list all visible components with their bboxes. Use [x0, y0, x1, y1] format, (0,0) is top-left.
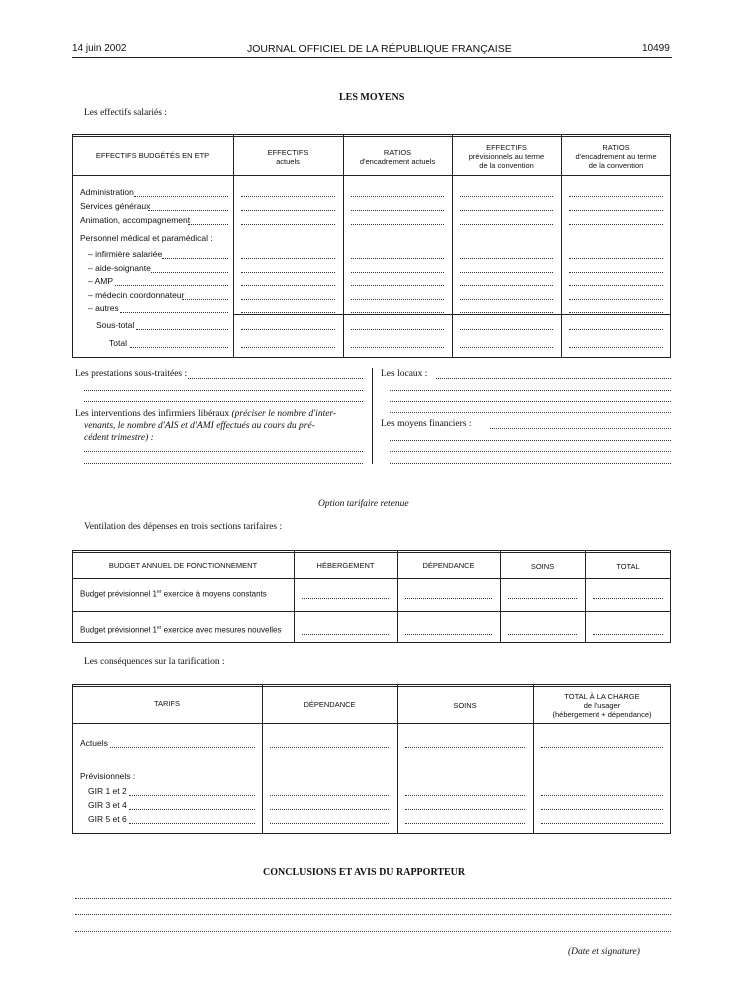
row-label-personnel: Personnel médical et paramédical : [80, 233, 213, 243]
col-header-dependance: DÉPENDANCE [422, 561, 475, 570]
dot-leader [129, 795, 255, 796]
blank-entry-line [405, 634, 492, 635]
blank-entry-line [460, 224, 553, 225]
blank-entry-line [241, 329, 335, 330]
dot-leader [130, 347, 228, 348]
financiers-line [490, 428, 671, 429]
blank-entry-line [405, 598, 492, 599]
dot-leader [188, 224, 228, 225]
blank-entry-line [569, 312, 663, 313]
blank-entry-line [569, 285, 663, 286]
row-label-gir-1-2: GIR 1 et 2 [88, 786, 127, 796]
dot-leader [129, 809, 255, 810]
effectifs-table-header-rule [72, 175, 671, 176]
col-header-ratios-actuels: RATIOS d'encadrement actuels [359, 148, 436, 166]
col-divider [343, 134, 344, 358]
blank-entry-line [351, 285, 444, 286]
col-header-ratios-convention: RATIOS d'encadrement au terme de la convention [575, 143, 657, 170]
blank-entry-line [569, 196, 663, 197]
dot-leader [151, 272, 228, 273]
col-header-effectifs-previsionnels: EFFECTIFS prévisionnels au terme de la convention [468, 143, 545, 170]
col-header-total: TOTAL [616, 562, 640, 571]
blank-entry-line [569, 299, 663, 300]
blank-entry-line [241, 224, 335, 225]
blank-entry-line [351, 272, 444, 273]
blank-entry-line [508, 598, 577, 599]
blank-entry-line [351, 258, 444, 259]
dot-leader [129, 823, 255, 824]
blank-entry-line [541, 747, 663, 748]
locaux-line [390, 412, 671, 413]
blank-entry-line [351, 329, 444, 330]
row-label-moyens-constants: Budget prévisionnel 1er exercice à moyens constants [80, 589, 267, 599]
blank-entry-line [460, 312, 553, 313]
blank-entry-line [460, 196, 553, 197]
blank-entry-line [569, 347, 663, 348]
blank-entry-line [460, 299, 553, 300]
blank-entry-line [270, 823, 389, 824]
blank-entry-line [508, 634, 577, 635]
date-signature: (Date et signature) [568, 947, 640, 957]
financiers-line [390, 463, 671, 464]
dot-leader [120, 312, 228, 313]
journal-title: JOURNAL OFFICIEL DE LA RÉPUBLIQUE FRANÇAISE [247, 43, 512, 55]
blank-entry-line [405, 823, 525, 824]
locaux-line [390, 401, 671, 402]
ventilation-header-rule [72, 578, 671, 579]
interventions-line [84, 463, 363, 464]
row-label-total: Total [109, 338, 127, 348]
section-title-moyens: LES MOYENS [339, 92, 405, 103]
dot-leader [148, 210, 228, 211]
blank-entry-line [302, 598, 389, 599]
conclusions-line [75, 914, 671, 915]
col-header-dependance: DÉPENDANCE [303, 700, 356, 709]
blank-entry-line [241, 210, 335, 211]
col-header-hebergement: HÉBERGEMENT [316, 561, 375, 570]
row-label-medecin: – médecin coordonnateur [88, 290, 185, 300]
header-rule [72, 57, 672, 58]
blank-entry-line [241, 347, 335, 348]
col-header-effectifs-budgetes: EFFECTIFS BUDGÉTÉS EN ETP [95, 151, 210, 160]
col-header-soins: SOINS [530, 562, 555, 571]
blank-entry-line [241, 258, 335, 259]
col-header-total-usager: TOTAL À LA CHARGE de l'usager (hébergement + dépendance) [552, 692, 652, 719]
header-date: 14 juin 2002 [72, 43, 127, 54]
locaux-label: Les locaux : [381, 369, 428, 379]
dot-leader [162, 258, 228, 259]
row-label-services: Services généraux [80, 201, 151, 211]
ventilation-label: Ventilation des dépenses en trois sections tarifaires : [84, 522, 283, 532]
conclusions-line [75, 931, 671, 932]
blank-entry-line [460, 347, 553, 348]
blank-entry-line [241, 312, 335, 313]
option-title: Option tarifaire retenue [318, 499, 409, 509]
conclusions-line [75, 898, 671, 899]
financiers-label: Les moyens financiers : [381, 419, 472, 429]
blank-entry-line [569, 224, 663, 225]
row-label-administration: Administration [80, 187, 134, 197]
ventilation-row-rule [72, 611, 671, 612]
prestations-line [84, 390, 363, 391]
row-label-mesures-nouvelles: Budget prévisionnel 1er exercice avec mesures nouvelles [80, 625, 282, 635]
financiers-line [390, 440, 671, 441]
col-header-tarifs: TARIFS [153, 699, 181, 708]
blank-entry-line [460, 285, 553, 286]
dot-leader [115, 285, 228, 286]
blank-entry-line [351, 224, 444, 225]
blank-entry-line [460, 272, 553, 273]
blank-entry-line [241, 196, 335, 197]
section-title-conclusions: CONCLUSIONS ET AVIS DU RAPPORTEUR [263, 867, 466, 878]
blank-entry-line [405, 747, 525, 748]
blank-entry-line [541, 823, 663, 824]
blank-entry-line [241, 285, 335, 286]
row-label-infirmiere: – infirmière salariée [88, 249, 163, 259]
effectifs-label: Les effectifs salariés : [84, 108, 167, 118]
blank-entry-line [460, 258, 553, 259]
row-label-gir-3-4: GIR 3 et 4 [88, 800, 127, 810]
blank-entry-line [302, 634, 389, 635]
blank-entry-line [270, 747, 389, 748]
dot-leader [136, 329, 228, 330]
dot-leader [110, 747, 255, 748]
row-label-previsionnels: Prévisionnels : [80, 771, 136, 781]
subtotal-rule [233, 314, 671, 315]
interventions-line [84, 451, 363, 452]
blank-entry-line [569, 272, 663, 273]
dot-leader [182, 299, 228, 300]
blank-entry-line [405, 795, 525, 796]
dot-leader [134, 196, 228, 197]
tarification-top-double [72, 686, 671, 687]
blank-entry-line [270, 795, 389, 796]
locaux-line [436, 378, 671, 379]
blank-entry-line [351, 299, 444, 300]
blank-entry-line [569, 329, 663, 330]
col-header-budget-annuel: BUDGET ANNUEL DE FONCTIONNEMENT [108, 561, 258, 570]
blank-entry-line [593, 634, 663, 635]
locaux-line [390, 390, 671, 391]
blank-entry-line [541, 809, 663, 810]
blank-entry-line [569, 258, 663, 259]
blank-entry-line [270, 809, 389, 810]
row-label-autres: – autres [88, 303, 119, 313]
blank-entry-line [460, 210, 553, 211]
col-header-effectifs-actuels: EFFECTIFS actuels [267, 148, 309, 166]
row-label-actuels: Actuels [80, 738, 108, 748]
column-divider [372, 368, 373, 464]
prestations-line [188, 378, 363, 379]
ventilation-top-double [72, 552, 671, 553]
prestations-line [84, 401, 363, 402]
tarification-header-rule [72, 723, 671, 724]
row-label-gir-5-6: GIR 5 et 6 [88, 814, 127, 824]
interventions-detail-end: cédent trimestre) : [84, 433, 154, 443]
page-number: 10499 [642, 43, 670, 54]
blank-entry-line [351, 347, 444, 348]
row-label-amp: – AMP [88, 276, 114, 286]
row-label-animation: Animation, accompagnement [80, 215, 191, 225]
effectifs-table-top-double [72, 136, 671, 137]
prestations-label: Les prestations sous-traitées : [75, 369, 188, 379]
financiers-line [390, 451, 671, 452]
row-label-aide: – aide-soignante [88, 263, 151, 273]
blank-entry-line [593, 598, 663, 599]
blank-entry-line [241, 272, 335, 273]
blank-entry-line [351, 312, 444, 313]
interventions-detail: venants, le nombre d'AIS et d'AMI effectués au cours du pré- [84, 421, 315, 431]
col-divider [233, 134, 234, 358]
blank-entry-line [351, 210, 444, 211]
tarification-label: Les conséquences sur la tarification : [84, 657, 225, 667]
interventions-label: Les interventions des infirmiers libéraux (préciser le nombre d'inter- [75, 409, 337, 419]
blank-entry-line [241, 299, 335, 300]
row-label-sous-total: Sous-total [96, 320, 135, 330]
blank-entry-line [541, 795, 663, 796]
blank-entry-line [460, 329, 553, 330]
col-header-soins: SOINS [453, 701, 477, 710]
blank-entry-line [351, 196, 444, 197]
blank-entry-line [569, 210, 663, 211]
blank-entry-line [405, 809, 525, 810]
